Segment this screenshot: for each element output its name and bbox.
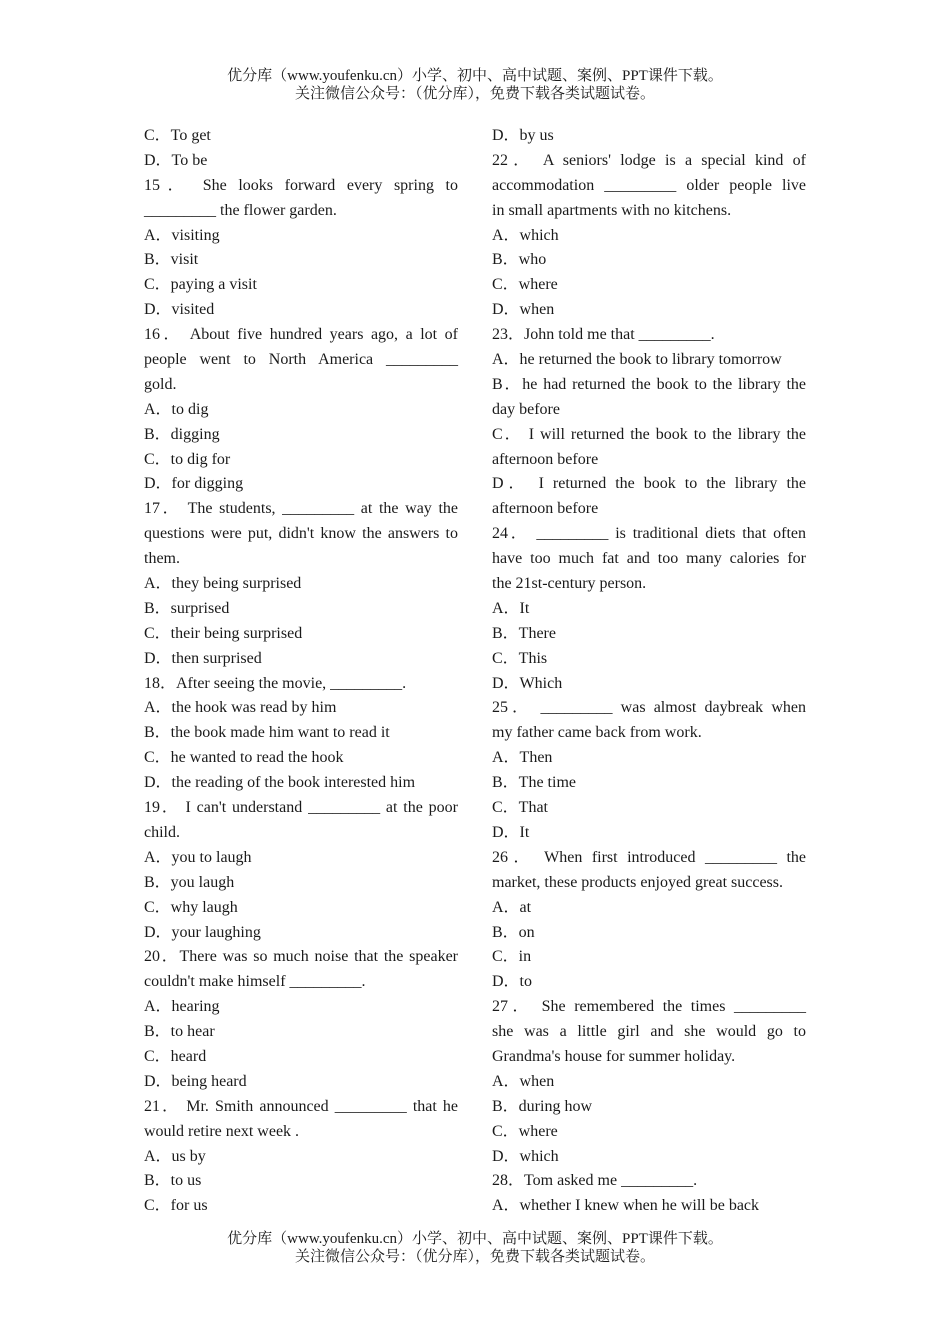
answer-option: B．visit (144, 251, 199, 269)
answer-option: C．for us (144, 1197, 208, 1215)
question-text-line: 25． _________ was almost daybreak when (492, 699, 806, 717)
answer-option: C．To get (144, 127, 211, 144)
answer-option: D．which (492, 1147, 559, 1165)
answer-option: D．when (492, 301, 555, 319)
question-text-line: _________ the flower garden. (144, 201, 337, 219)
question-text-line: the 21st-century person. (492, 575, 647, 593)
answer-option: C．to dig for (144, 450, 231, 468)
question-text-line: 26． When first introduced _________ the (492, 848, 806, 866)
question-text-line: market, these products enjoyed great success. (492, 873, 784, 891)
answer-option: C．paying a visit (144, 276, 257, 294)
question-text-line: child. (144, 823, 180, 841)
answer-option: A．the hook was read by him (144, 699, 337, 717)
question-text-line: 21． Mr. Smith announced _________ that he (144, 1097, 458, 1115)
answer-option: C．in (492, 948, 532, 966)
answer-option: B．to hear (144, 1023, 215, 1041)
page-header (0, 67, 950, 103)
question-text-line: have too much fat and too many calories for (492, 550, 806, 568)
question-text-line: 20．There was so much noise that the speaker (144, 948, 458, 966)
question-text-line: 15． She looks forward every spring to (144, 176, 458, 194)
left-column (144, 124, 458, 1219)
answer-option: D．your laughing (144, 923, 261, 941)
answer-option: B．There (492, 624, 556, 642)
answer-option: D．To be (144, 151, 208, 169)
question-text-line: afternoon before (492, 500, 599, 518)
question-text-line: afternoon before (492, 450, 599, 468)
answer-option: A．which (492, 226, 559, 244)
answer-option: C．he wanted to read the hook (144, 749, 344, 767)
answer-option: A．whether I knew when he will be back (492, 1197, 760, 1215)
answer-option: A．to dig (144, 400, 209, 418)
answer-option: C．why laugh (144, 898, 238, 916)
question-text-line: 27． She remembered the times _________ (492, 998, 806, 1016)
question-text-line: gold. (144, 375, 177, 393)
question-text-line: 16． About five hundred years ago, a lot of (144, 326, 458, 344)
answer-option: A．It (492, 599, 530, 617)
question-text-line: she was a little girl and she would go to (492, 1023, 806, 1041)
footer-line-2: 关注微信公众号：（优分库），免费下载各类试题试卷。 (294, 1249, 655, 1265)
answer-option: C．That (492, 799, 548, 817)
answer-option: B．to us (144, 1172, 202, 1190)
header-line-2: 关注微信公众号：（优分库），免费下载各类试题试卷。 (294, 86, 655, 102)
question-text-line: questions were put, didn't know the answers to (144, 525, 458, 543)
answer-option: C．their being surprised (144, 624, 303, 642)
question-text-line: 19． I can't understand _________ at the poor (144, 799, 458, 817)
answer-option: D．It (492, 823, 530, 841)
question-text-line: in small apartments with no kitchens. (492, 201, 732, 219)
answer-option: B．who (492, 251, 547, 269)
answer-option: C．This (492, 649, 548, 667)
answer-option: B．digging (144, 425, 220, 443)
answer-option: D．Which (492, 674, 563, 692)
page-footer (0, 1230, 950, 1266)
question-text-line: them. (144, 550, 180, 568)
answer-option: A．at (492, 898, 532, 916)
answer-option: D．for digging (144, 475, 244, 493)
answer-option: D．the reading of the book interested him (144, 774, 416, 792)
answer-option: C． I will returned the book to the library the (492, 425, 806, 443)
question-text-line: people went to North America _________ (144, 351, 458, 369)
answer-option: B．during how (492, 1097, 593, 1115)
answer-option: D．to (492, 973, 533, 991)
answer-option: C．where (492, 1122, 558, 1140)
question-text-line: Grandma's house for summer holiday. (492, 1047, 736, 1065)
answer-option: A．when (492, 1072, 555, 1090)
answer-option: A．hearing (144, 998, 220, 1016)
answer-option: D．being heard (144, 1072, 247, 1090)
answer-option: A．visiting (144, 226, 220, 244)
question-text-line: day before (492, 400, 560, 418)
question-text-line: accommodation _________ older people live (492, 176, 806, 194)
answer-option: B．the book made him want to read it (144, 724, 390, 742)
question-text-line: 17． The students, _________ at the way the (144, 500, 458, 518)
answer-option: C．heard (144, 1047, 207, 1065)
question-text-line: couldn't make himself _________. (144, 973, 366, 991)
answer-option: A．he returned the book to library tomorrow (492, 351, 782, 369)
answer-option: D． I returned the book to the library the (492, 475, 806, 493)
question-text-line: 23．John told me that _________. (492, 326, 715, 344)
answer-option: A．you to laugh (144, 848, 252, 866)
answer-option: A．they being surprised (144, 575, 302, 593)
answer-option: B．surprised (144, 599, 230, 617)
question-text-line: 24． _________ is traditional diets that often (492, 525, 806, 543)
question-text-line: 22． A seniors' lodge is a special kind of (492, 151, 806, 169)
header-line-1: 优分库（www.youfenku.cn）小学、初中、高中试题、案例、PPT课件下载。 (227, 68, 723, 84)
answer-option: B．he had returned the book to the library the (492, 375, 806, 393)
question-text-line: 28．Tom asked me _________. (492, 1172, 698, 1190)
answer-option: A．Then (492, 749, 553, 767)
answer-option: C．where (492, 276, 558, 294)
answer-option: A．us by (144, 1147, 206, 1165)
answer-option: B．on (492, 923, 535, 941)
answer-option: D．by us (492, 127, 554, 144)
answer-option: B．The time (492, 774, 576, 792)
right-column (492, 124, 806, 1219)
footer-line-1: 优分库（www.youfenku.cn）小学、初中、高中试题、案例、PPT课件下载。 (227, 1231, 723, 1247)
question-text-line: my father came back from work. (492, 724, 702, 742)
answer-option: D．visited (144, 301, 215, 319)
answer-option: B．you laugh (144, 873, 235, 891)
answer-option: D．then surprised (144, 649, 262, 667)
question-text-line: 18．After seeing the movie, _________. (144, 674, 407, 692)
question-text-line: would retire next week . (144, 1122, 300, 1140)
